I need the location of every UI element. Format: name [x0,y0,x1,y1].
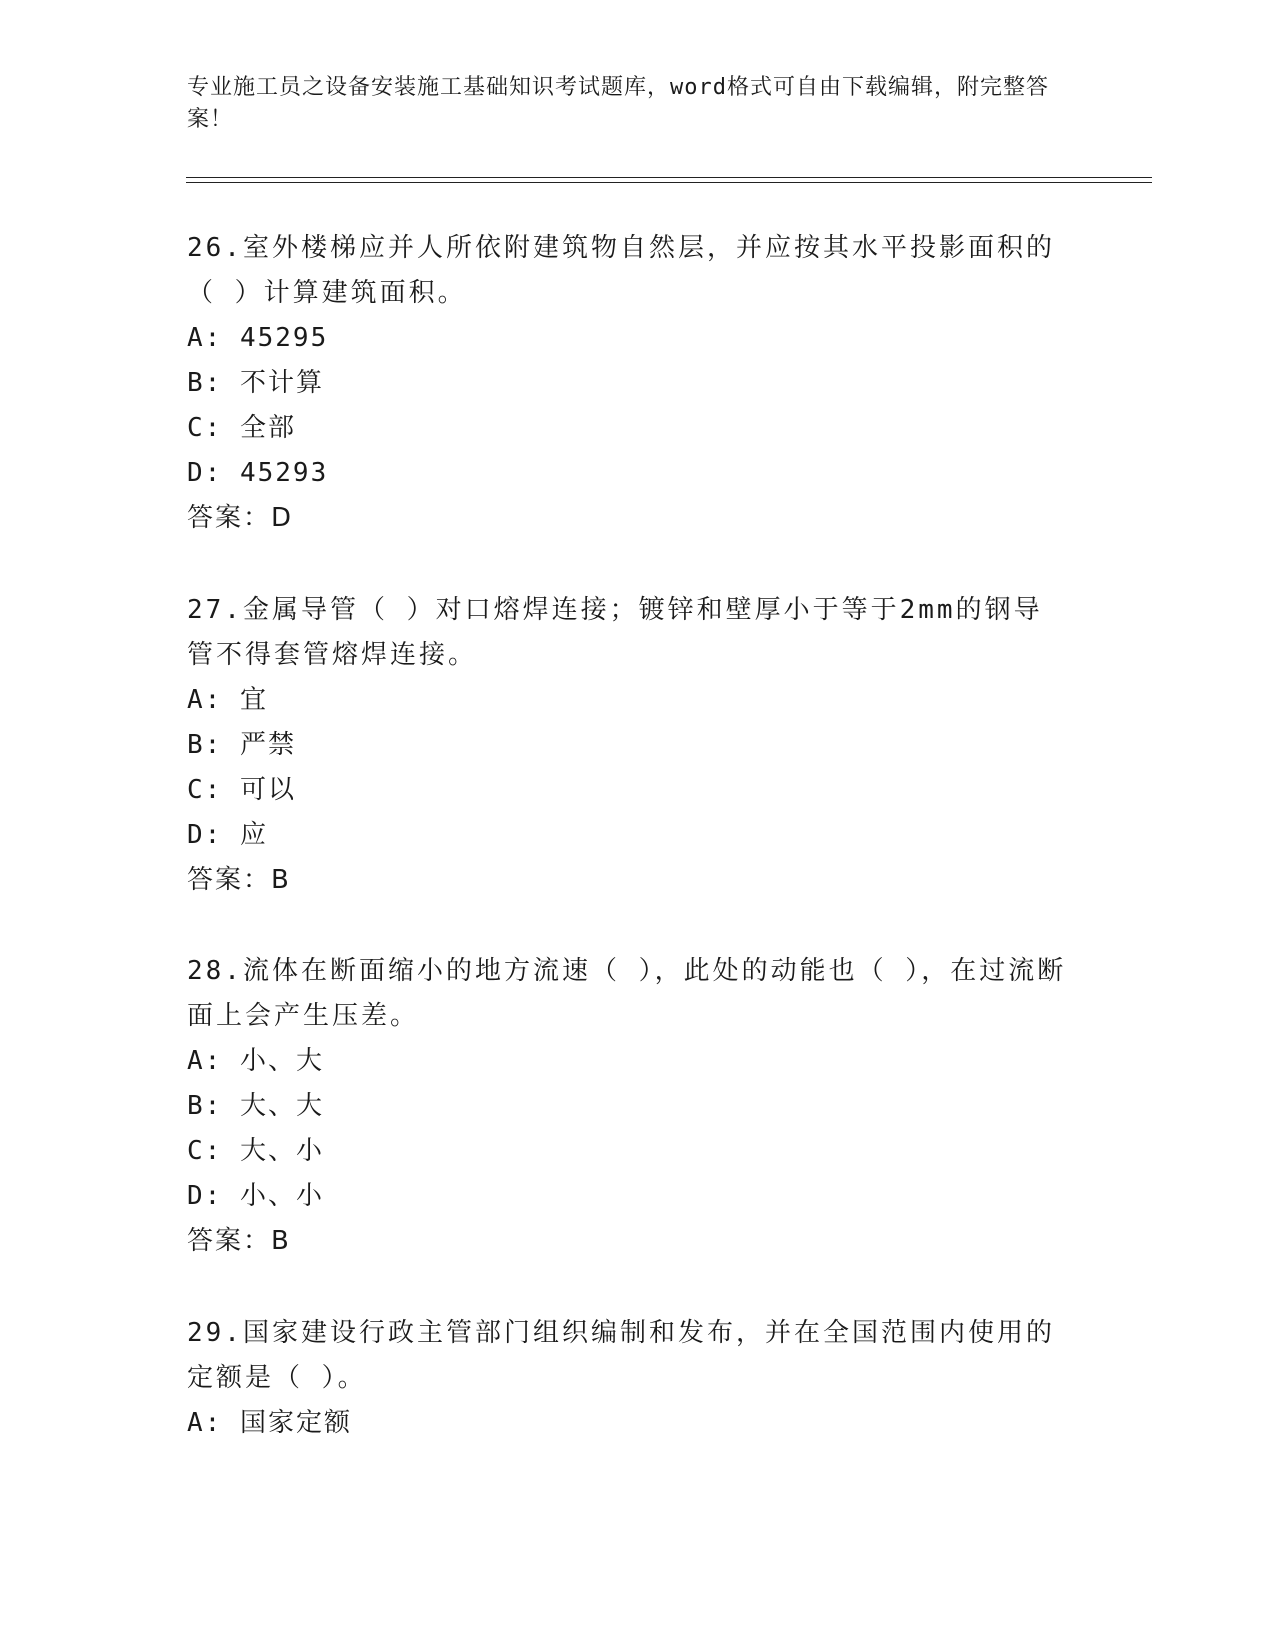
option-b [187,1084,1067,1129]
answer: 答案：B [187,865,291,895]
option-a [187,1039,1067,1084]
answer: 答案：D [187,503,294,533]
option-label: C: [187,413,223,443]
option-label: A: [187,1046,223,1076]
option-label: A: [187,1408,223,1438]
option-d [187,451,1067,496]
option-value: 大、大 [239,1091,324,1121]
option-label: D: [187,820,223,850]
option-label: A: [187,323,223,353]
question-text: 26.室外楼梯应并人所依附建筑物自然层，并应按其水平投影面积的（ ）计算建筑面积。 [187,233,1055,308]
header-divider-top [186,177,1152,178]
header-text: 专业施工员之设备安装施工基础知识考试题库，word格式可自由下载编辑，附完整答案！ [187,75,1049,132]
option-value: 小、大 [239,1046,324,1076]
document-header [187,72,1067,136]
option-a [187,1401,1067,1446]
option-value: 不计算 [239,368,324,398]
option-a [187,678,1067,723]
option-value: 45293 [239,458,329,488]
option-label: B: [187,1091,223,1121]
question-text: 28.流体在断面缩小的地方流速（ ），此处的动能也（ ），在过流断面上会产生压差。 [187,956,1067,1031]
option-value: 严禁 [239,730,296,760]
option-value: 应 [239,820,268,850]
option-label: A: [187,685,223,715]
option-b [187,723,1067,768]
option-c [187,768,1067,813]
option-c [187,406,1067,451]
question-26 [187,226,1067,541]
option-value: 全部 [239,413,296,443]
option-value: 小、小 [239,1181,324,1211]
question-text: 27.金属导管（ ）对口熔焊连接；镀锌和壁厚小于等于2mm的钢导管不得套管熔焊连接。 [187,595,1043,670]
option-label: D: [187,458,223,488]
question-27 [187,588,1067,903]
option-label: D: [187,1181,223,1211]
option-a [187,316,1067,361]
option-label: C: [187,1136,223,1166]
option-c [187,1129,1067,1174]
option-value: 45295 [239,323,329,353]
option-label: B: [187,730,223,760]
option-value: 可以 [239,775,296,805]
option-label: B: [187,368,223,398]
option-value: 宜 [239,685,268,715]
option-b [187,361,1067,406]
option-value: 国家定额 [239,1408,352,1438]
option-label: C: [187,775,223,805]
option-d [187,1174,1067,1219]
option-d [187,813,1067,858]
question-28 [187,949,1067,1264]
question-text: 29.国家建设行政主管部门组织编制和发布，并在全国范围内使用的定额是（ ）。 [187,1318,1055,1393]
question-29 [187,1311,1067,1446]
header-divider-bottom [186,182,1152,183]
option-value: 大、小 [239,1136,324,1166]
answer: 答案：B [187,1226,291,1256]
